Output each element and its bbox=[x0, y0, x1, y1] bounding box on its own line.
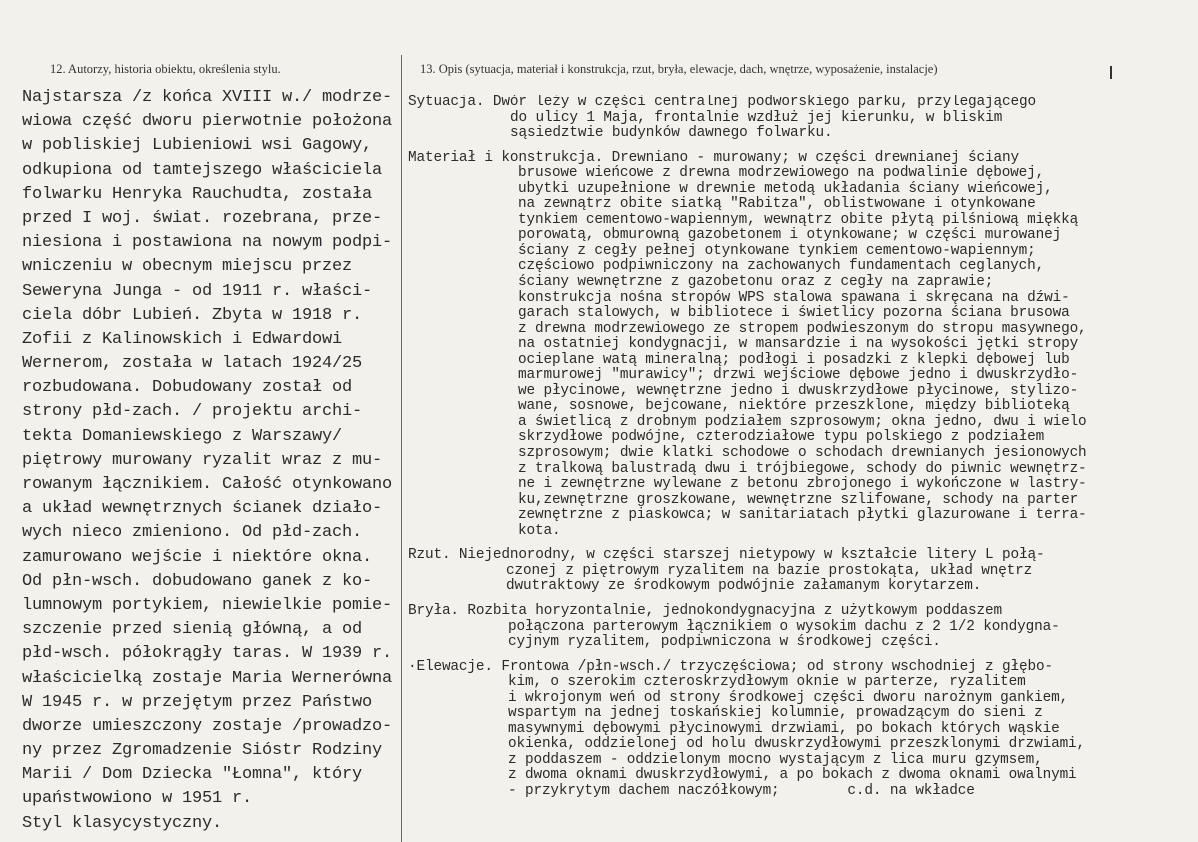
history-line: Zofii z Kalinowskich i Edwardowi bbox=[22, 329, 343, 349]
history-line: piętrowy murowany ryzalit wraz z mu- bbox=[22, 450, 383, 470]
section-line: Sytuacja. Dwór leży w części centralnej podworskiego parku, przylegającego bbox=[408, 95, 1036, 110]
section-line: do ulicy 1 Maja, frontalnie wzdłuż jej kierunku, w bliskim bbox=[510, 109, 1003, 126]
section-line: częściowo podpiwniczony na zachowanych fundamentach ceglanych, bbox=[518, 258, 1045, 275]
description-text bbox=[408, 95, 1196, 809]
history-line: odkupiona od tamtejszego właściciela bbox=[22, 160, 383, 180]
section-line: sąsiedztwie budynków dawnego folwarku. bbox=[510, 125, 833, 142]
section-line: kota. bbox=[518, 522, 561, 539]
column-divider bbox=[401, 55, 402, 842]
section-line: ubytki uzupełnione w drewnie metodą układania ściany wieńcowej, bbox=[518, 180, 1053, 197]
section-line: kim, o szerokim czteroskrzydłowym oknie w parterze, ryzalitem bbox=[508, 674, 1026, 691]
section-line: połączona parterowym łącznikiem o wysokim dachu z 2 1/2 kondygna- bbox=[508, 618, 1060, 635]
section-line: Materiał i konstrukcja. Drewniano - murowany; w części drewnianej ściany bbox=[408, 149, 1019, 166]
history-line: a układ wewnętrznych ścianek działo- bbox=[22, 499, 383, 519]
history-line: niesiona i postawiona na nowym podpi- bbox=[22, 233, 393, 253]
history-line: właścicielką zostaje Maria Wernerówna bbox=[22, 668, 393, 688]
section-sytuacja bbox=[408, 95, 1196, 142]
history-line: ciela dóbr Lubień. Zbyta w 1918 r. bbox=[22, 305, 363, 325]
history-line: Wernerom, została w latach 1924/25 bbox=[22, 354, 363, 374]
section-bryla bbox=[408, 604, 1196, 651]
section-line: ściany z cegły pełnej otynkowane tynkiem cementowo-wapiennym; bbox=[518, 242, 1036, 259]
section-line: Rzut. Niejednorodny, w części starszej nietypowy w kształcie litery L połą- bbox=[408, 547, 1045, 564]
section-line: szprosowym; dwie klatki schodowe o schodach drewnianych jesionowych bbox=[518, 445, 1087, 462]
history-line: zamurowano wejście i niektóre okna. bbox=[22, 547, 373, 567]
history-line: wniczeniu w obecnym miejscu przez bbox=[22, 257, 353, 277]
section-material bbox=[408, 151, 1196, 540]
section-line: wspartym na jednej toskańskiej kolumnie, prowadzącym do sieni z bbox=[508, 705, 1043, 722]
section-line: skrzydłowe podwójne, czterodziałowe typu polskiego z podziałem bbox=[518, 429, 1045, 446]
history-line: folwarku Henryka Rauchudta, została bbox=[22, 184, 373, 204]
history-line: Od płn-wsch. dobudowano ganek z ko- bbox=[22, 571, 373, 591]
section-line: dwutraktowy ze środkowym podwójnie załamanym korytarzem. bbox=[506, 578, 982, 595]
section-line: z tralkową balustradą dwu i trójbiegowe, schody do piwnic wewnętrz- bbox=[518, 460, 1087, 477]
section-line: i wkrojonym weń od strony środkowej części dworu narożnym gankiem, bbox=[508, 689, 1069, 706]
history-line: Marii / Dom Dziecka "Łomna", który bbox=[22, 765, 363, 785]
section-line: - przykrytym dachem naczółkowym; c.d. na wkładce bbox=[508, 782, 975, 799]
history-line: wych nieco zmieniono. Od płd-zach. bbox=[22, 523, 363, 543]
section-line: ściany wewnętrzne z gazobetonu oraz z cegły na zaprawie; bbox=[518, 274, 994, 291]
section-rzut bbox=[408, 548, 1196, 595]
section-line: brusowe wieńcowe z drewna modrzewiowego na podwalinie dębowej, bbox=[518, 165, 1045, 182]
section-line: na ostatniej kondygnacji, w mansardzie i na wysokości jętki stropy bbox=[518, 336, 1079, 353]
history-line: szczenie przed sienią główną, a od bbox=[22, 620, 363, 640]
history-line: Styl klasycystyczny. bbox=[22, 813, 223, 833]
section-line: garach stalowych, w bibliotece i świetlicy pozorna ściana brusowa bbox=[518, 305, 1070, 322]
section-line: z poddaszem - oddzielonym mocno wystającym z lica muru gzymsem, bbox=[508, 751, 1043, 768]
section-line: wane, sosnowe, bejcowane, niektóre przeszklone, między biblioteką bbox=[518, 398, 1070, 415]
history-line: wiowa część dworu pierwotnie położona bbox=[22, 112, 393, 132]
section-line: masywnymi dębowymi płycinowymi drzwiami, po bokach których wąskie bbox=[508, 720, 1060, 737]
section-line: czonej z piętrowym ryzalitem na bazie prostokąta, układ wnętrz bbox=[506, 562, 1033, 579]
history-line: w pobliskiej Lubieniowi wsi Gagowy, bbox=[22, 136, 373, 156]
section-line: marmurowej "murawicy"; drzwi wejściowe dębowe jedno i dwuskrzydło- bbox=[518, 367, 1079, 384]
history-line: płd-wsch. półokrągły taras. W 1939 r. bbox=[22, 644, 393, 664]
section-line: a świetlicą z drobnym podziałem szprosowym; okna jedno, dwu i wielo bbox=[518, 413, 1087, 430]
section-line: ne i zewnętrzne wylewane z betonu zbrojonego i wykończone w lastry- bbox=[518, 476, 1087, 493]
section-line: porowatą, obmurowną gazobetonem i otynkowane; w części murowanej bbox=[518, 227, 1062, 244]
section-line: na zewnątrz obite siatką "Rabitza", oblistwowane i otynkowane bbox=[518, 196, 1036, 213]
history-line: rozbudowana. Dobudowany został od bbox=[22, 378, 353, 398]
header-description: 13. Opis (sytuacja, materiał i konstrukcja, rzut, bryła, elewacje, dach, wnętrze, wyposażenie, instalacje) bbox=[420, 62, 938, 76]
history-line: przed I woj. świat. rozebrana, prze- bbox=[22, 208, 383, 228]
history-line: Seweryna Junga - od 1911 r. właści- bbox=[22, 281, 373, 301]
history-line: Najstarsza /z końca XVIII w./ modrze- bbox=[22, 88, 393, 107]
history-line: W 1945 r. w przejętym przez Państwo bbox=[22, 692, 373, 712]
section-line: z drewna modrzewiowego ze stropem podwieszonym do stropu masywnego, bbox=[518, 320, 1087, 337]
history-line: dworze umieszczony zostaje /prowadzo- bbox=[22, 716, 393, 736]
history-text bbox=[22, 86, 400, 836]
section-line: konstrukcja nośna stropów WPS stalowa spawana i skręcana na dźwi- bbox=[518, 289, 1070, 306]
header-authors-history: 12. Autorzy, historia obiektu, określenia stylu. bbox=[50, 62, 281, 76]
section-line: zewnętrzne z piaskowca; w sanitariatach płytki glazurowane i terra- bbox=[518, 507, 1087, 524]
header-right-mark bbox=[1110, 66, 1112, 79]
history-line: lumnowym portykiem, niewielkie pomie- bbox=[22, 595, 393, 615]
section-line: we płycinowe, wewnętrzne jedno i dwuskrzydłowe płycinowe, stylizo- bbox=[518, 382, 1079, 399]
history-line: strony płd-zach. / projektu archi- bbox=[22, 402, 363, 422]
section-line: ·Elewacje. Frontowa /płn-wsch./ trzyczęściowa; od strony wschodniej z głębo- bbox=[408, 658, 1053, 675]
history-line: upaństwowiono w 1951 r. bbox=[22, 789, 253, 809]
history-line: tekta Domaniewskiego z Warszawy/ bbox=[22, 426, 343, 446]
section-line: z dwoma oknami dwuskrzydłowymi, a po bokach z dwoma oknami owalnymi bbox=[508, 767, 1077, 784]
section-line: ku,zewnętrzne groszkowane, wewnętrzne szlifowane, schody na parter bbox=[518, 491, 1079, 508]
section-line: tynkiem cementowo-wapiennym, wewnątrz obite płytą pilśniową miękką bbox=[518, 211, 1079, 228]
section-line: ocieplane watą mineralną; podłogi i posadzki z klepki dębowej lub bbox=[518, 351, 1070, 368]
section-line: okienka, oddzielonej od holu dwuskrzydłowymi przeszklonymi drzwiami, bbox=[508, 736, 1086, 753]
section-elewacje bbox=[408, 660, 1196, 800]
history-line: rowanym łącznikiem. Całość otynkowano bbox=[22, 475, 393, 494]
section-line: Bryła. Rozbita horyzontalnie, jednokondygnacyjna z użytkowym poddaszem bbox=[408, 602, 1003, 619]
section-line: cyjnym ryzalitem, podpiwniczona w środkowej części. bbox=[508, 634, 941, 651]
history-line: ny przez Zgromadzenie Sióstr Rodziny bbox=[22, 741, 383, 761]
